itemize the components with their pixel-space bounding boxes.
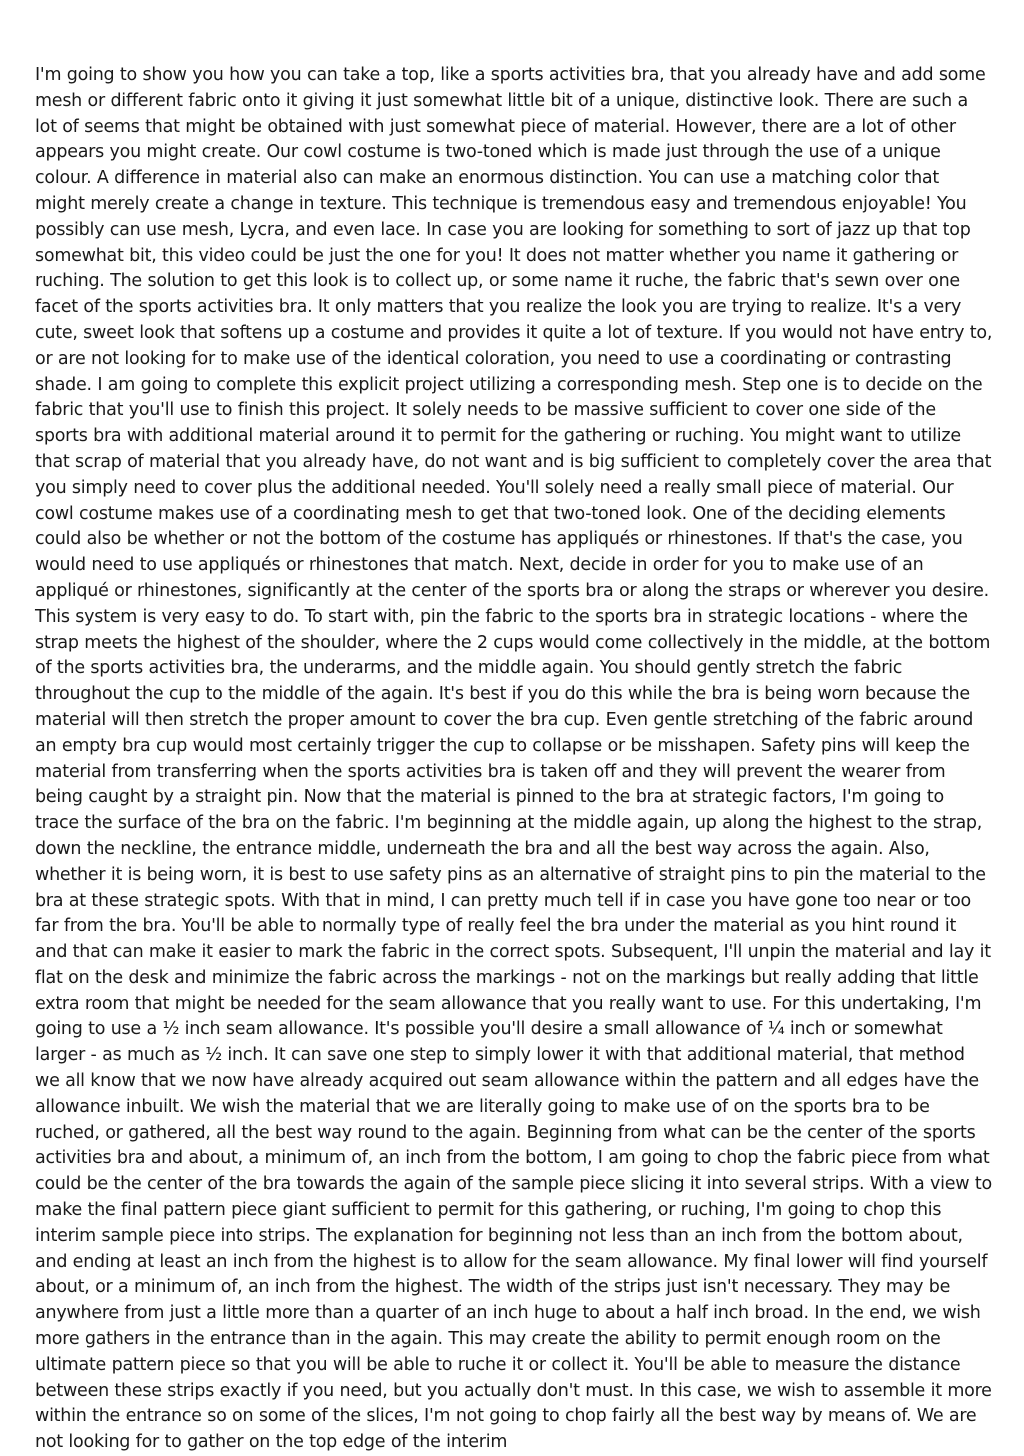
document-page xyxy=(35,63,993,1456)
body-paragraph: I'm going to show you how you can take a top, like a sports activities bra, that you already have and add some mesh or different fabric onto it giving it just somewhat little bit of a unique, distinctive look. There are such a lot of seems that might be obtained with just somewhat piece of material. However, there are a lot of other appears you might create. Our cowl costume is two-toned which is made just through the use of a unique colour. A difference in material also can make an enormous distinction. You can use a matching color that might merely create a change in texture. This technique is tremendous easy and tremendous enjoyable! You possibly can use mesh, Lycra, and even lace. In case you are looking for something to sort of jazz up that top somewhat bit, this video could be just the one for you! It does not matter whether you name it gathering or ruching. The solution to get this look is to collect up, or some name it ruche, the fabric that's sewn over one facet of the sports activities bra. It only matters that you realize the look you are trying to realize. It's a very cute, sweet look that softens up a costume and provides it quite a lot of texture. If you would not have entry to, or are not looking for to make use of the identical coloration, you need to use a coordinating or contrasting shade. I am going to complete this explicit project utilizing a corresponding mesh. Step one is to decide on the fabric that you'll use to finish this project. It solely needs to be massive sufficient to cover one side of the sports bra with additional material around it to permit for the gathering or ruching. You might want to utilize that scrap of material that you already have, do not want and is big sufficient to completely cover the area that you simply need to cover plus the additional needed. You'll solely need a really small piece of material. Our cowl costume makes use of a coordinating mesh to get that two-toned look. One of the deciding elements could also be whether or not the bottom of the costume has appliqués or rhinestones. If that's the case, you would need to use appliqués or rhinestones that match. Next, decide in order for you to make use of an appliqué or rhinestones, significantly at the center of the sports bra or along the straps or wherever you desire. This system is very easy to do. To start with, pin the fabric to the sports bra in strategic locations - where the strap meets the highest of the shoulder, where the 2 cups would come collectively in the middle, at the bottom of the sports activities bra, the underarms, and the middle again. You should gently stretch the fabric throughout the cup to the middle of the again. It's best if you do this while the bra is being worn because the material will then stretch the proper amount to cover the bra cup. Even gentle stretching of the fabric around an empty bra cup would most certainly trigger the cup to collapse or be misshapen. Safety pins will keep the material from transferring when the sports activities bra is taken off and they will prevent the wearer from being caught by a straight pin. Now that the material is pinned to the bra at strategic factors, I'm going to trace the surface of the bra on the fabric. I'm beginning at the middle again, up along the highest to the strap, down the neckline, the entrance middle, underneath the bra and all the best way across the again. Also, whether it is being worn, it is best to use safety pins as an alternative of straight pins to pin the material to the bra at these strategic spots. With that in mind, I can pretty much tell if in case you have gone too near or too far from the bra. You'll be able to normally type of really feel the bra under the material as you hint round it and that can make it easier to mark the fabric in the correct spots. Subsequent, I'll unpin the material and lay it flat on the desk and minimize the fabric across the markings - not on the markings but really adding that little extra room that might be needed for the seam allowance that you really want to use. For this undertaking, I'm going to use a ½ inch seam allowance. It's possible you'll desire a small allowance of ¼ inch or somewhat larger - as much as ½ inch. It can save one step to simply lower it with that additional material, that method we all know that we now have already acquired out seam allowance within the pattern and all edges have the allowance inbuilt. We wish the material that we are literally going to make use of on the sports bra to be ruched, or gathered, all the best way round to the again. Beginning from what can be the center of the sports activities bra and about, a minimum of, an inch from the bottom, I am going to chop the fabric piece from what could be the center of the bra towards the again of the sample piece slicing it into several strips. With a view to make the final pattern piece giant sufficient to permit for this gathering, or ruching, I'm going to chop this interim sample piece into strips. The explanation for beginning not less than an inch from the bottom about, and ending at least an inch from the highest is to allow for the seam allowance. My final lower will find yourself about, or a minimum of, an inch from the highest. The width of the strips just isn't necessary. They may be anywhere from just a little more than a quarter of an inch huge to about a half inch broad. In the end, we wish more gathers in the entrance than in the again. This may create the ability to permit enough room on the ultimate pattern piece so that you will be able to ruche it or collect it. You'll be able to measure the distance between these strips exactly if you need, but you actually don't must. In this case, we wish to assemble it more within the entrance so on some of the slices, I'm not going to chop fairly all the best way by means of. We are not looking for to gather on the top edge of the interim xyxy=(35,65,993,1453)
